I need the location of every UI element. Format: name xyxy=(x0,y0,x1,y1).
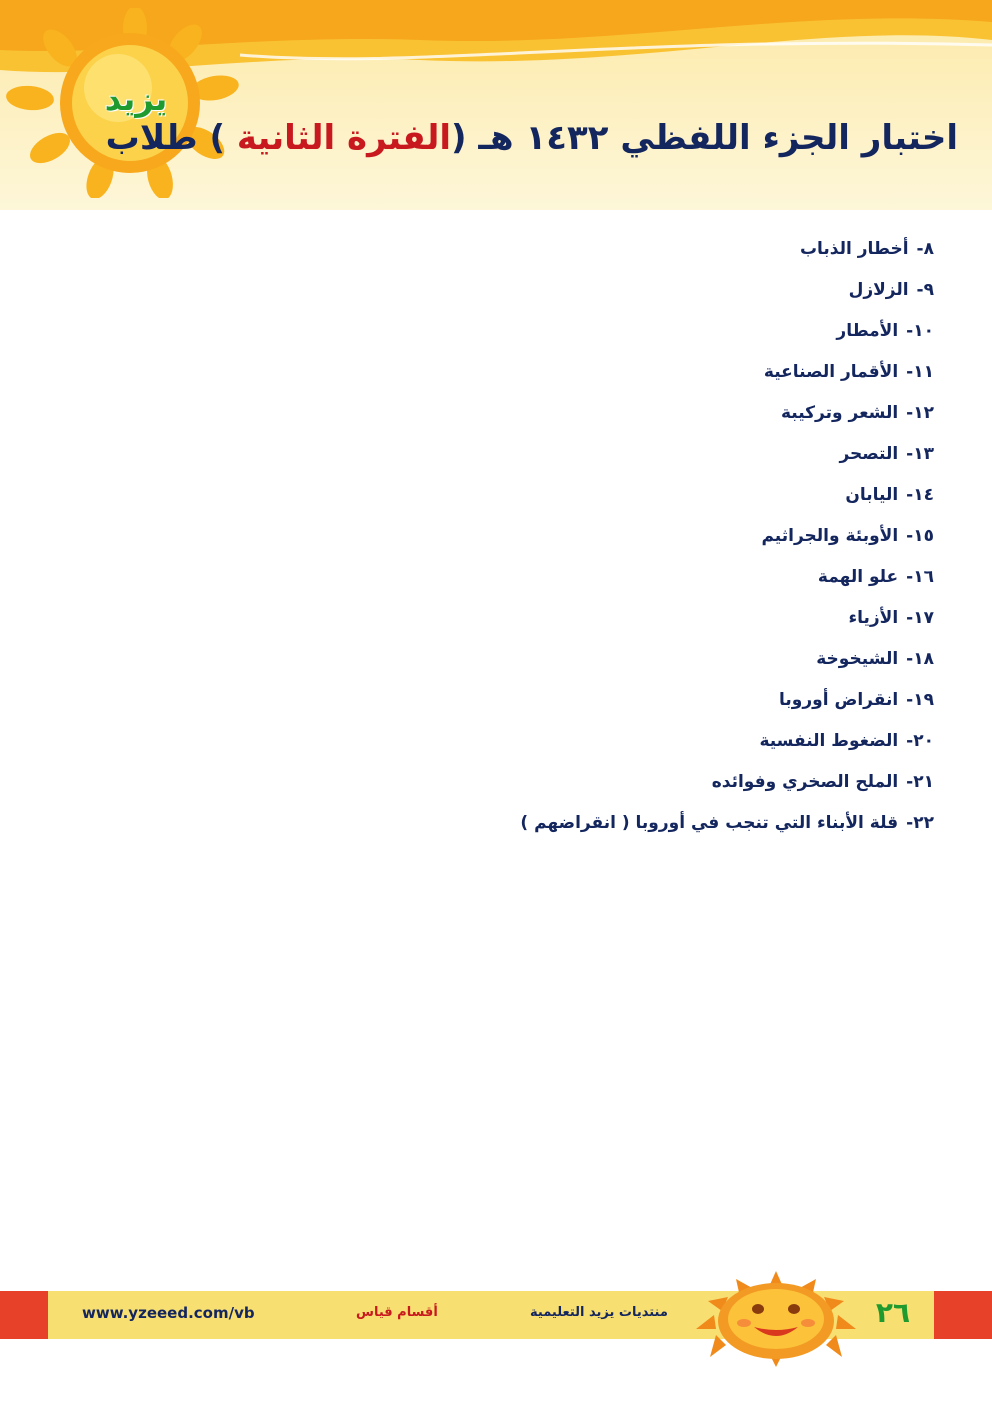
item-text: اليابان xyxy=(845,485,899,505)
item-text: انقراض أوروبا xyxy=(779,690,899,710)
item-number: ١٧- xyxy=(906,608,934,628)
item-text: الشعر وتركيبة xyxy=(780,403,899,423)
item-number: ٢١- xyxy=(906,772,934,792)
smiling-sun-icon xyxy=(694,1271,858,1367)
item-number: ١٠- xyxy=(906,321,934,341)
topics-list xyxy=(234,232,934,847)
title-accent: الفترة الثانية xyxy=(236,118,452,158)
item-text: الزلازل xyxy=(848,280,909,300)
list-item xyxy=(234,806,934,847)
item-text: علو الهمة xyxy=(817,567,899,587)
item-text: الأوبئة والجراثيم xyxy=(761,526,899,546)
item-number: ١٥- xyxy=(906,526,934,546)
item-number: ٢٢- xyxy=(906,813,934,833)
item-number: ١٤- xyxy=(906,485,934,505)
list-item xyxy=(234,601,934,642)
item-text: الأمطار xyxy=(836,321,899,341)
item-text: الضغوط النفسية xyxy=(759,731,899,751)
page-title xyxy=(105,118,958,158)
item-number: ١٢- xyxy=(906,403,934,423)
list-item xyxy=(234,724,934,765)
item-text: الشيخوخة xyxy=(816,649,899,669)
item-number: ١٣- xyxy=(906,444,934,464)
list-item xyxy=(234,560,934,601)
logo-text: يزيد xyxy=(104,80,168,118)
footer-accent-right xyxy=(934,1291,992,1339)
item-text: الملح الصخري وفوائده xyxy=(711,772,899,792)
item-number: ١١- xyxy=(906,362,934,382)
list-item xyxy=(234,273,934,314)
list-item xyxy=(234,437,934,478)
footer-forum-label: منتديات يزيد التعليمية xyxy=(530,1305,668,1320)
list-item xyxy=(234,232,934,273)
footer-url-link[interactable]: www.yzeeed.com/vb xyxy=(82,1304,255,1322)
list-item xyxy=(234,396,934,437)
item-text: التصحر xyxy=(839,444,899,464)
item-number: ١٩- xyxy=(906,690,934,710)
item-number: ١٦- xyxy=(906,567,934,587)
footer-sections-label: أقسام قياس xyxy=(356,1305,438,1320)
page-header xyxy=(0,0,992,210)
list-item xyxy=(234,765,934,806)
footer-accent-left xyxy=(0,1291,48,1339)
item-text: الأقمار الصناعية xyxy=(763,362,899,382)
list-item xyxy=(234,355,934,396)
list-item xyxy=(234,314,934,355)
page-number: ٢٦ xyxy=(875,1296,911,1329)
item-number: ٢٠- xyxy=(906,731,934,751)
item-text: أخطار الذباب xyxy=(799,239,909,259)
title-part-1: اختبار الجزء اللفظي ١٤٣٢ هـ ( xyxy=(451,118,958,158)
item-number: ٨- xyxy=(916,239,934,259)
title-part-2: ) طلاب xyxy=(105,118,237,158)
item-text: قلة الأبناء التي تنجب في أوروبا ( انقراضهم ) xyxy=(520,813,899,833)
item-number: ١٨- xyxy=(906,649,934,669)
list-item xyxy=(234,642,934,683)
list-item xyxy=(234,478,934,519)
item-number: ٩- xyxy=(916,280,934,300)
list-item xyxy=(234,519,934,560)
item-text: الأزياء xyxy=(848,608,899,628)
list-item xyxy=(234,683,934,724)
